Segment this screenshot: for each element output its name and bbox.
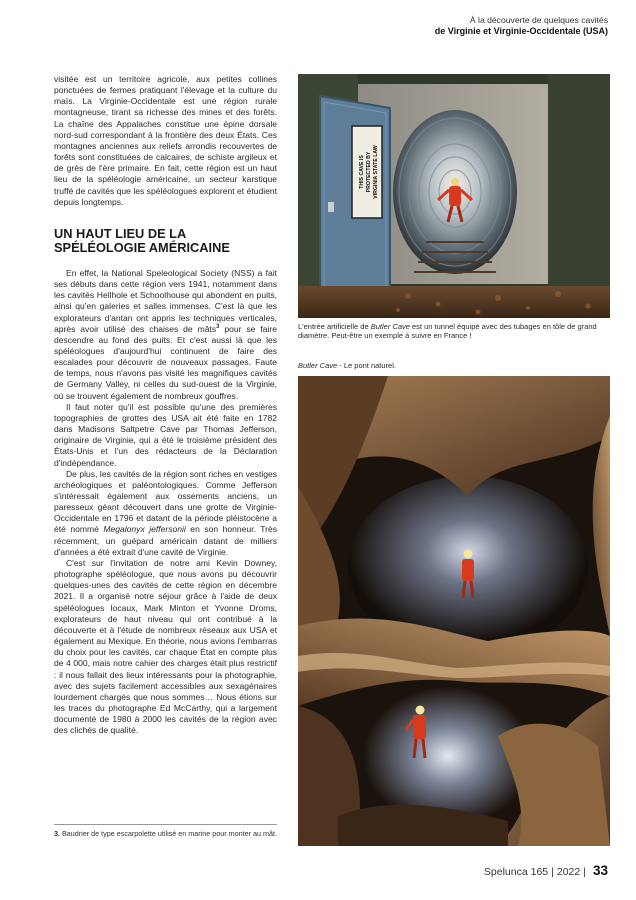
paragraph-nss-part2: pour se faire descendre au fond des puits. Et c'est aussi là que les spéléologues d'aujourd'hui continuent de faire des escalades pour découvrir de nouveaux passages. Faute de temps, nous n'avons pas visité les magnifiques cavités de Germany Valley, ni celles du sud-ouest de la Virginie, où se trouvent également de nombreux gouffres. <box>54 323 277 401</box>
paragraph-intro: visitée est un territoire agricole, aux petites collines ponctuées de fermes pratiquant l'élevage et la culture du maïs. La Virginie-Occidentale est une région rurale montagneuse, tirant sa richesse des mines et des forêts. La chaîne des Appalaches constitue une épine dorsale nord-sud correspondant à la frontière des deux États. Ces montagnes anciennes aux reliefs arrondis recouvertes de forêts sont constituées de calcaires, de schiste argileux et de grès de l'ère primaire. En fait, cette région est un haut lieu de la spéléologie américaine, un secteur karstique truffé de cavités que les spéléologues explorent et étudient depuis longtemps. <box>54 74 277 207</box>
paragraph-invitation: C'est sur l'invitation de notre ami Kevin Downey, photographe spéléologue, que nous avons pu découvrir quelques-unes des cavités de cette région en décembre 2021. Il a organisé notre séjour grâce à l'aide de deux spéléologues locaux, Mark Minton et Yvonne Droms, explorateurs de haut niveau qui ont contribué à la découverte et à l'étude de nombreux réseaux aux USA et également au Mexique. En théorie, nous avions l'embarras du choix pour les cavités, car chaque État en compte plus de 4 000, mais notre cahier des charges était plus restrictif : il nous fallait des lieux intéressants pour la photographie, avec des sujets facilement accessibles aux sexagénaires lourdement chargés que nous sommes… Nous étions sur les traces du photographe Ed McCarthy, qui a largement documenté de 1980 à 2000 les cavités de la région avec des clichés de qualité. <box>54 557 277 736</box>
paragraph-jefferson: Il faut noter qu'il est possible qu'une des premières topographies de grottes des USA ait été faite en 1782 dans Madisons Saltpetre Cave par Thomas Jefferson, originaire de Virginie, qui a été le troisième président des États-Unis et l'un des rédacteurs de la Déclaration d'indépendance. <box>54 401 277 468</box>
running-header-line1: À la découverte de quelques cavités <box>469 15 608 25</box>
paragraph-paleo-part2: en son honneur. Très récemment, un guépard américain datant de milliers d'années a été extrait d'une cavité de Virginie. <box>54 524 277 557</box>
caption-natural-bridge <box>298 361 610 370</box>
photo-cave-entrance <box>298 74 610 318</box>
sign-text-line2: PROTECTED BY <box>366 151 372 193</box>
caption1-pre: L'entrée artificielle de <box>298 322 371 331</box>
natural-bridge-illustration <box>298 376 610 846</box>
caption2-post: - Le pont naturel. <box>337 361 396 370</box>
footnote-number: 3. <box>54 829 60 838</box>
footnote-ref[interactable]: 3 <box>216 323 220 330</box>
running-header-line2: de Virginie et Virginie-Occidentale (USA) <box>434 25 608 36</box>
caption-entrance <box>298 322 610 341</box>
footnote <box>54 829 277 838</box>
caption1-post: est un tunnel équipé avec des tubages en tôle de grand diamètre. Peut-être un exemple à suivre en France ! <box>298 322 597 341</box>
section-title: UN HAUT LIEU DE LA SPÉLÉOLOGIE AMÉRICAINE <box>54 225 230 256</box>
footnote-divider <box>54 824 277 825</box>
footer-separator-2: | <box>583 866 586 878</box>
page-footer <box>484 863 608 878</box>
species-name: Megalonyx jeffersonii <box>103 524 186 535</box>
cave-entrance-illustration <box>298 74 610 318</box>
running-header <box>435 15 608 36</box>
main-text-column <box>54 74 277 736</box>
sign-text-line3: VIRGINIA STATE LAW <box>373 145 379 199</box>
sign-text-line1: THIS CAVE IS <box>359 155 365 189</box>
caption1-cave-name: Butler Cave <box>370 322 410 331</box>
page-number: 33 <box>592 863 608 878</box>
caption2-cave-name: Butler Cave <box>298 361 338 370</box>
paragraph-paleo-part1: De plus, les cavités de la région sont riches en vestiges archéologiques et paléontologiques. Comme Jefferson s'intéressait également aux ossements anciens, un paresseux géant découvert dans une grotte de Virginie-Occidentale en 1796 et datant de la période pléistocène a été nommé <box>54 468 277 535</box>
paragraph-nss <box>54 268 277 402</box>
photo-natural-bridge <box>298 376 610 846</box>
journal-name: Spelunca 165 <box>483 866 549 878</box>
paragraph-nss-part1: En effet, la National Speleological Society (NSS) a fait ses débuts dans cette région vers 1941, notamment dans les cavités Hellhole et Schoolhouse qui abondent en puits, ainsi qu'en galeries et salles immenses. C'est là que les explorateurs d'antan ont appris les techniques verticales, après avoir utilisé des chaises de mâts <box>54 267 277 334</box>
footnote-text: Baudrier de type escarpolette utilisé en marine pour monter au mât. <box>60 829 277 838</box>
footer-separator-1: | <box>551 866 554 878</box>
paragraph-paleontology <box>54 469 277 558</box>
journal-year: 2022 <box>556 866 581 878</box>
